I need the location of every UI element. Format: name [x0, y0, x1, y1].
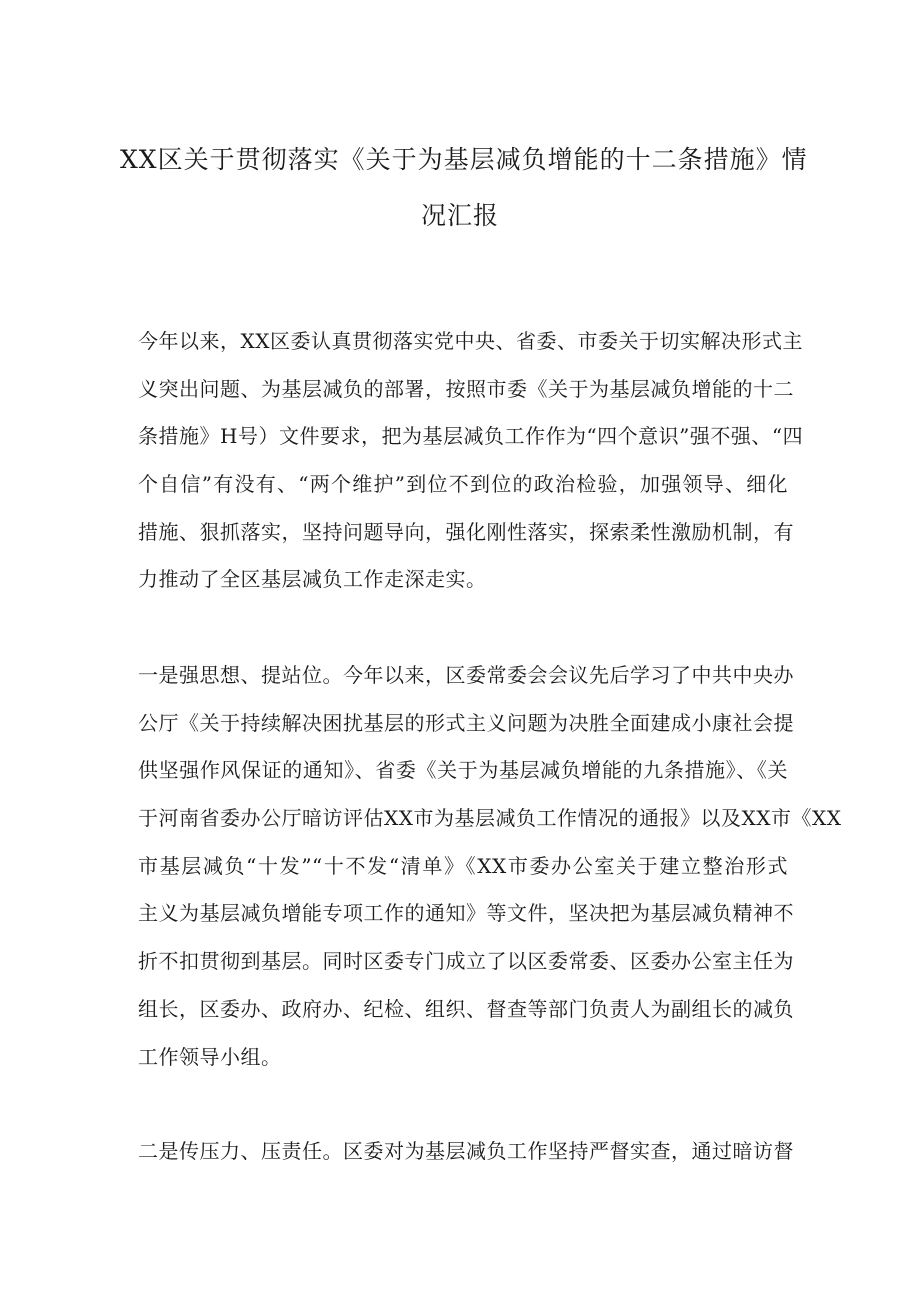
- paragraph-line: 今年以来，XX区委认真贯彻落实党中央、省委、市委关于切实解决形式主: [138, 329, 803, 353]
- paragraph-line: 折不扣贯彻到基层。同时区委专门成立了以区委常委、区委办公室主任为: [138, 949, 794, 974]
- document-title: [120, 132, 808, 244]
- paragraph-line: 供坚强作风保证的通知》、省委《关于为基层减负增能的九条措施》、《关: [138, 758, 788, 783]
- paragraph-line: 公厅《关于持续解决困扰基层的形式主义问题为决胜全面建成小康社会提: [138, 710, 794, 735]
- paragraph-line: 义突出问题、为基层减负的部署，按照市委《关于为基层减负增能的十二: [138, 376, 794, 401]
- paragraph-line: 工作领导小组。: [138, 1044, 282, 1069]
- paragraph-line: 主义为基层减负增能专项工作的通知》等文件，坚决把为基层减负精神不: [138, 901, 794, 926]
- paragraph-line: 于河南省委办公厅暗访评估XX市为基层减负工作情况的通报》以及XX市《XX: [138, 806, 842, 831]
- paragraph-line: 组长，区委办、政府办、纪检、组织、督查等部门负责人为副组长的减负: [138, 996, 794, 1021]
- paragraph-line: 措施、狠抓落实，坚持问题导向，强化刚性落实，探索柔性激励机制，有: [138, 519, 794, 544]
- paragraph-line: 条措施》H号）文件要求，把为基层减负工作作为“四个意识”强不强、“四: [138, 424, 804, 449]
- paragraph-line: 一是强思想、提站位。今年以来，区委常委会会议先后学习了中共中央办: [138, 663, 794, 687]
- paragraph-line: 力推动了全区基层减负工作走深走实。: [138, 567, 487, 592]
- paragraph-line: 市基层减负“十发”“十不发“清单》《XX市委办公室关于建立整治形式: [138, 853, 788, 878]
- paragraph-line: 二是传压力、压责任。区委对为基层减负工作坚持严督实查，通过暗访督: [138, 1139, 794, 1163]
- paragraph-intro: [138, 318, 804, 604]
- paragraph-section-two: [138, 1128, 794, 1176]
- paragraph-line: 个自信”有没有、“两个维护”到位不到位的政治检验，加强领导、细化: [138, 472, 788, 497]
- paragraph-section-one: [138, 652, 842, 1081]
- title-line: 况汇报: [420, 201, 499, 230]
- title-line: XX区关于贯彻落实《关于为基层减负增能的十二条措施》情: [120, 145, 808, 174]
